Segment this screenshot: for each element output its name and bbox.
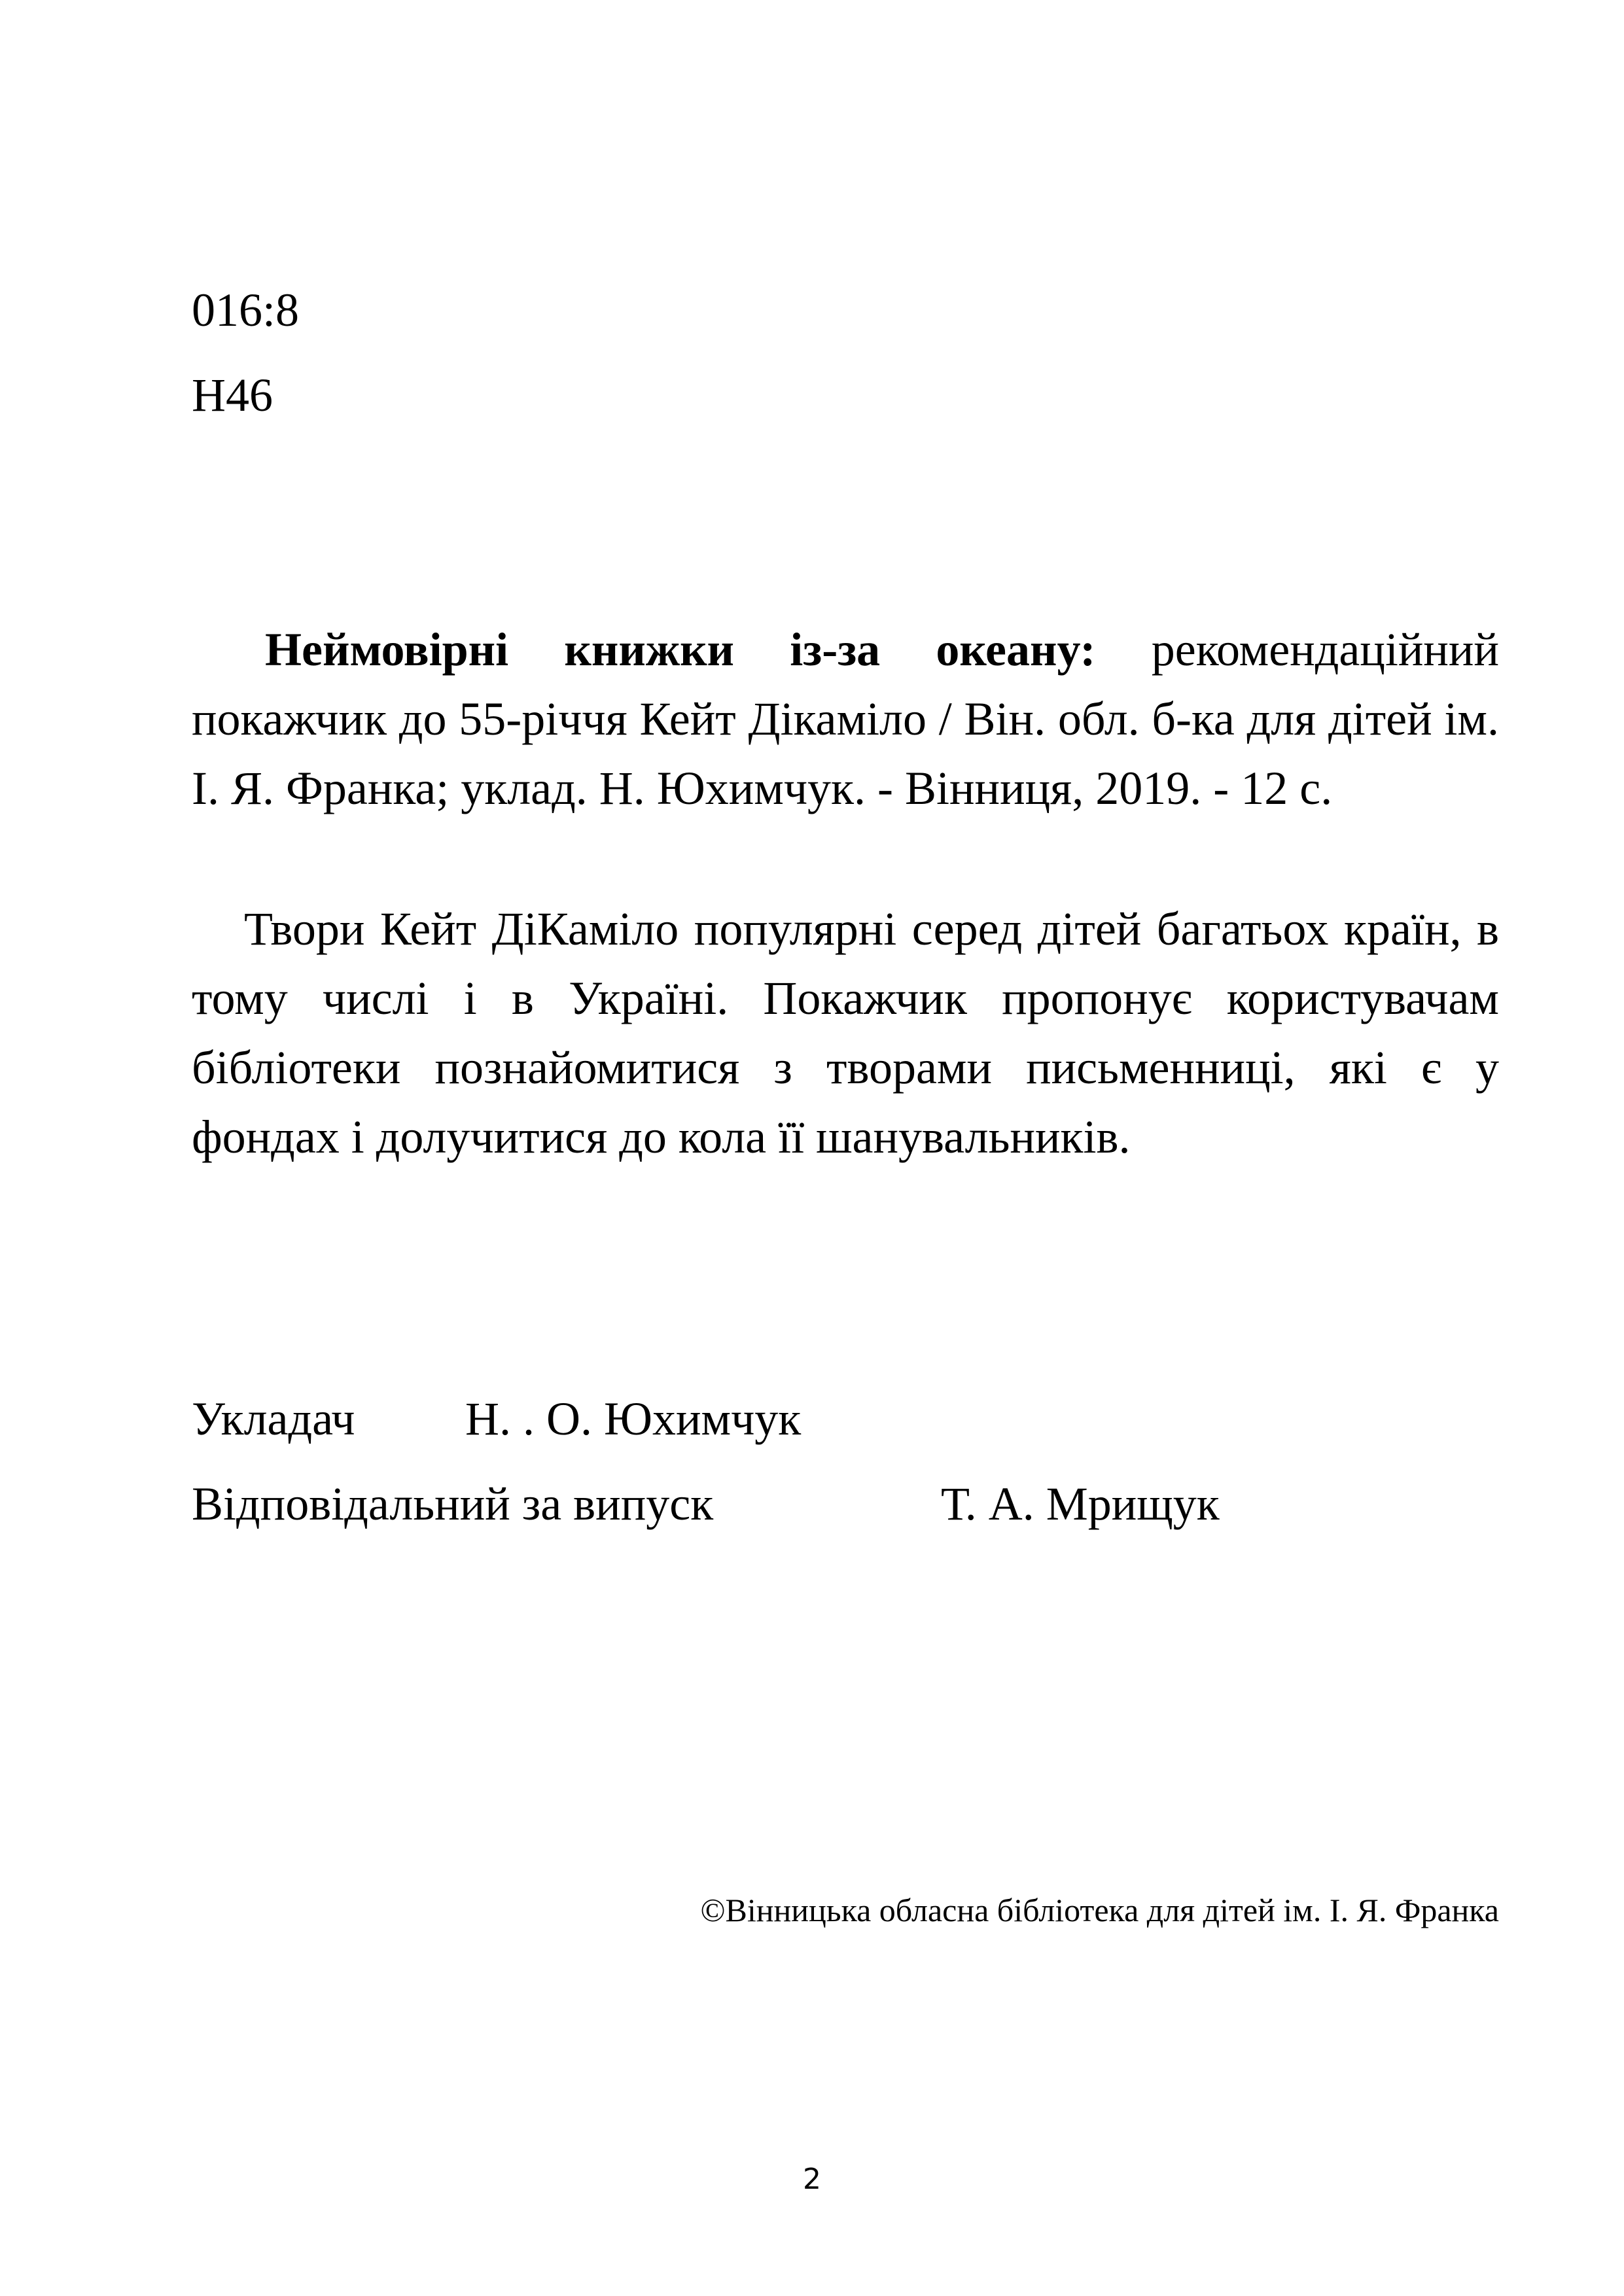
annotation-paragraph: Твори Кейт ДіКаміло популярні серед дітей багатьох країн, в тому числі і в Україні. Покажчик пропонує користувачам бібліотеки познайомитися з творами письменниці, які є у фондах і долучитися до кола її шанувальників. xyxy=(192,903,1499,1163)
bibliographic-title: Неймовірні книжки із-за океану: xyxy=(265,623,1096,676)
author-mark: Н46 xyxy=(192,369,273,421)
responsible-role-label: Відповідальний за випуск xyxy=(192,1478,714,1530)
bibliographic-description xyxy=(192,615,1499,823)
responsible-name: Т. А. Мрищук xyxy=(941,1478,1220,1530)
udc-classification-code: 016:8 xyxy=(192,284,300,336)
bibliographic-details: рекомендаційний покажчик до 55-річчя Кейт Дікаміло / Він. обл. б-ка для дітей ім. І. Я. Франка; уклад. Н. Юхимчук. - Вінниця, 2019. - 12 с. xyxy=(192,623,1499,814)
compiler-name: Н. . О. Юхимчук xyxy=(465,1393,802,1445)
page-number: 2 xyxy=(803,2163,821,2196)
copyright-notice: ©Вінницька обласна бібліотека для дітей ім. І. Я. Франка xyxy=(700,1892,1499,1928)
compiler-role-label: Укладач xyxy=(192,1393,355,1445)
